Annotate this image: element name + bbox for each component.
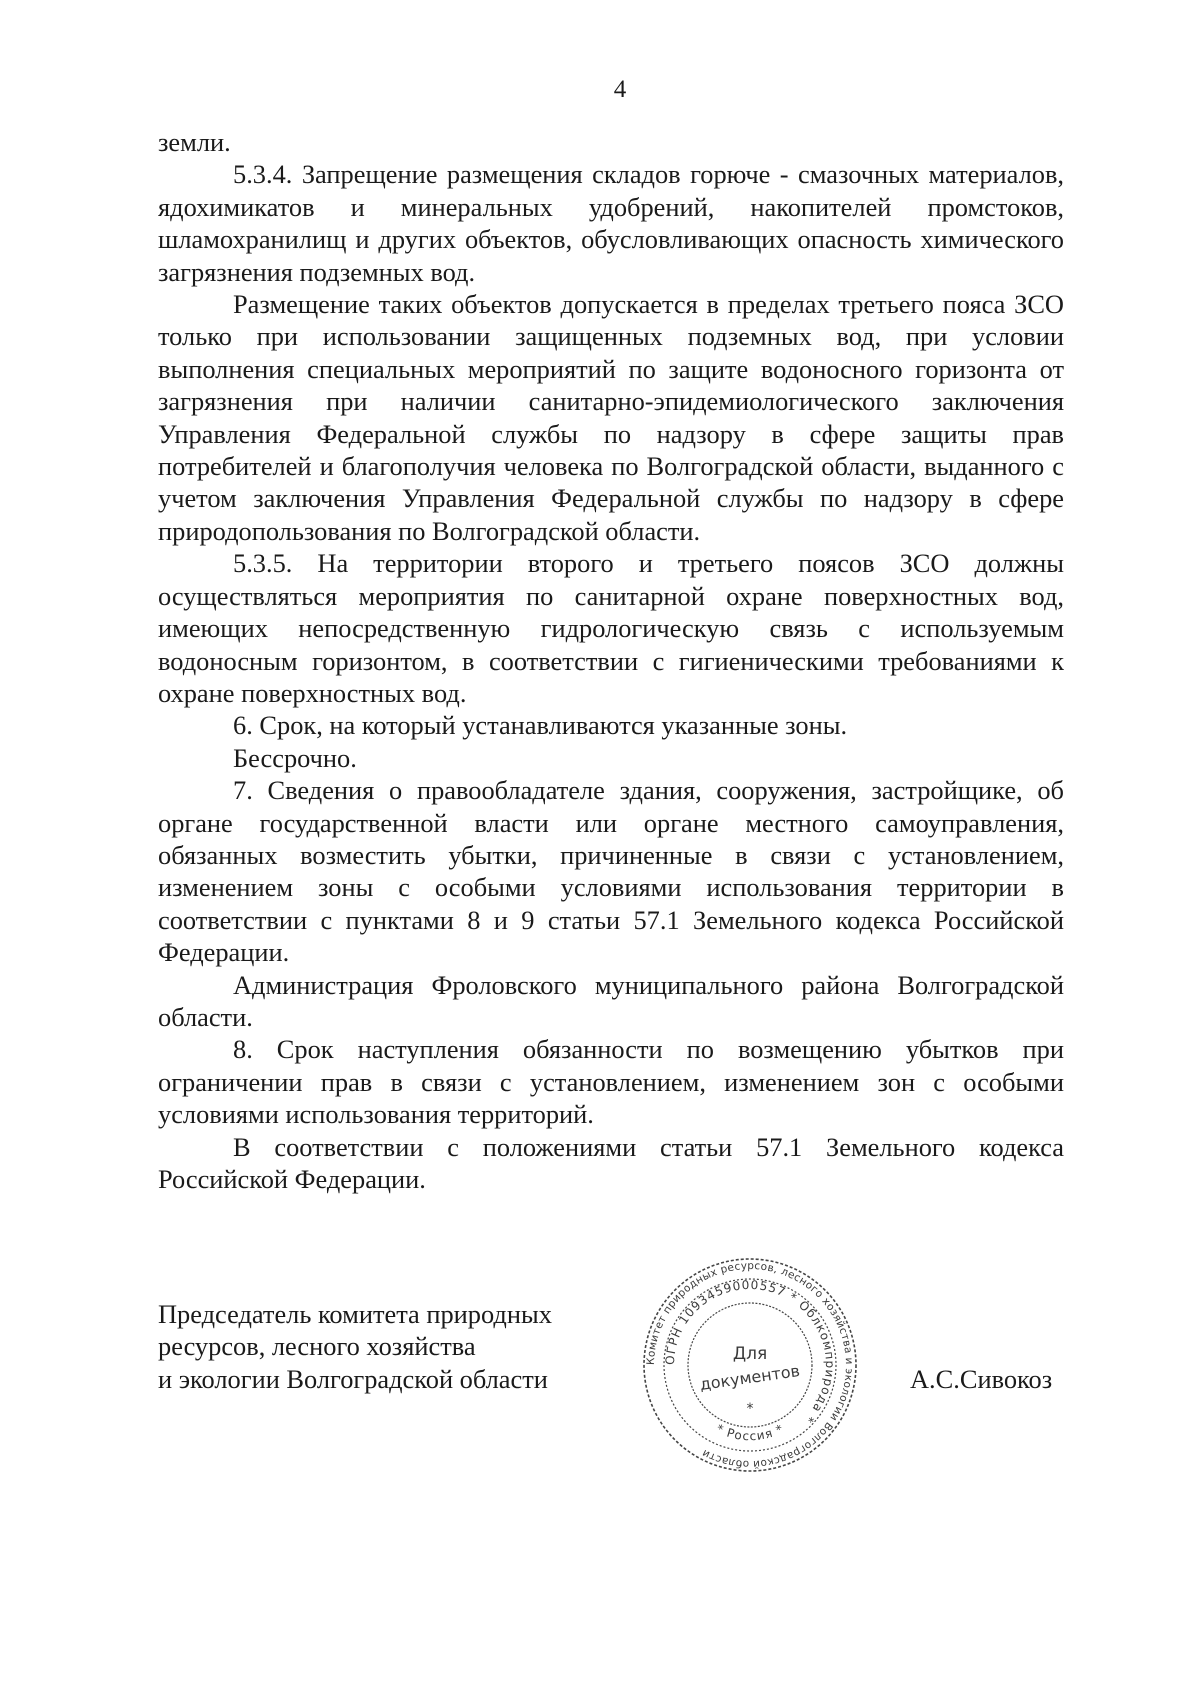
signer-position-line: ресурсов, лесного хозяйства: [158, 1331, 476, 1362]
seal-ogrn-text: ОГРН 1093459000557 * Облкомприрода *: [662, 1277, 838, 1427]
seal-star-icon: *: [746, 1401, 754, 1417]
paragraph: земли.: [158, 127, 231, 157]
seal-bottom-text: * Россия *: [713, 1421, 787, 1444]
signer-position: [158, 1298, 552, 1395]
paragraph: 5.3.4. Запрещение размещения складов горюче - смазочных материалов, ядохимикатов и минеральных удобрений, накопителей промстоков, шламохранилищ и других объектов, обусловливающих опасность химического загрязнения подземных вод.: [158, 159, 1064, 287]
seal-center-line2: документов: [698, 1361, 802, 1394]
paragraph: В соответствии с положениями статьи 57.1 Земельного кодекса Российской Федерации.: [158, 1131, 1064, 1194]
svg-text:* Россия *: [714, 1421, 786, 1443]
seal-outer-text: Комитет природных ресурсов, лесного хозяйства и экологии Волгоградской области: [644, 1259, 856, 1471]
paragraph: Размещение таких объектов допускается в пределах третьего пояса ЗСО только при использовании защищенных подземных вод, при условии выполнения специальных мероприятий по защите водоносного горизонта от загрязнения при наличии санитарно-эпидемиологического заключения Управления Федеральной службы по надзору в сфере защиты прав потребителей и благополучия человека по Волгоградской области, выданного с учетом заключения Управления Федеральной службы по надзору в сфере природопользования по Волгоградской области.: [158, 289, 1064, 546]
paragraph: 5.3.5. На территории второго и третьего поясов ЗСО должны осуществляться мероприятия по санитарной охране поверхностных вод, имеющих непосредственную гидрологическую связь с используемым водоносным горизонтом, в соответствии с гигиеническими требованиями к охране поверхностных вод.: [158, 548, 1064, 708]
seal-graphic: [640, 1255, 860, 1475]
official-seal-stamp: [640, 1255, 860, 1475]
paragraph: 7. Сведения о правообладателе здания, сооружения, застройщике, об органе государственной власти или органе местного самоуправления, обязанных возместить убытки, причиненные в связи с установлением, изменением зоны с особыми условиями использования территории в соответствии с пунктами 8 и 9 статьи 57.1 Земельного кодекса Российской Федерации.: [158, 775, 1064, 968]
paragraph: 8. Срок наступления обязанности по возмещению убытков при ограничении прав в связи с установлением, изменением зон с особыми условиями использования территорий.: [158, 1034, 1064, 1130]
signer-name: А.С.Сивокоз: [910, 1364, 1053, 1394]
paragraph: Бессрочно.: [233, 742, 357, 773]
seal-center-line1: Для: [732, 1344, 768, 1364]
paragraph: 6. Срок, на который устанавливаются указанные зоны.: [233, 710, 848, 741]
signer-position-line: Председатель комитета природных: [158, 1299, 552, 1329]
paragraph: Администрация Фроловского муниципального района Волгоградской области.: [158, 969, 1064, 1032]
document-body: [158, 126, 1064, 1195]
page-number: 4: [613, 76, 627, 103]
signer-position-line: и экологии Волгоградской области: [158, 1363, 548, 1394]
